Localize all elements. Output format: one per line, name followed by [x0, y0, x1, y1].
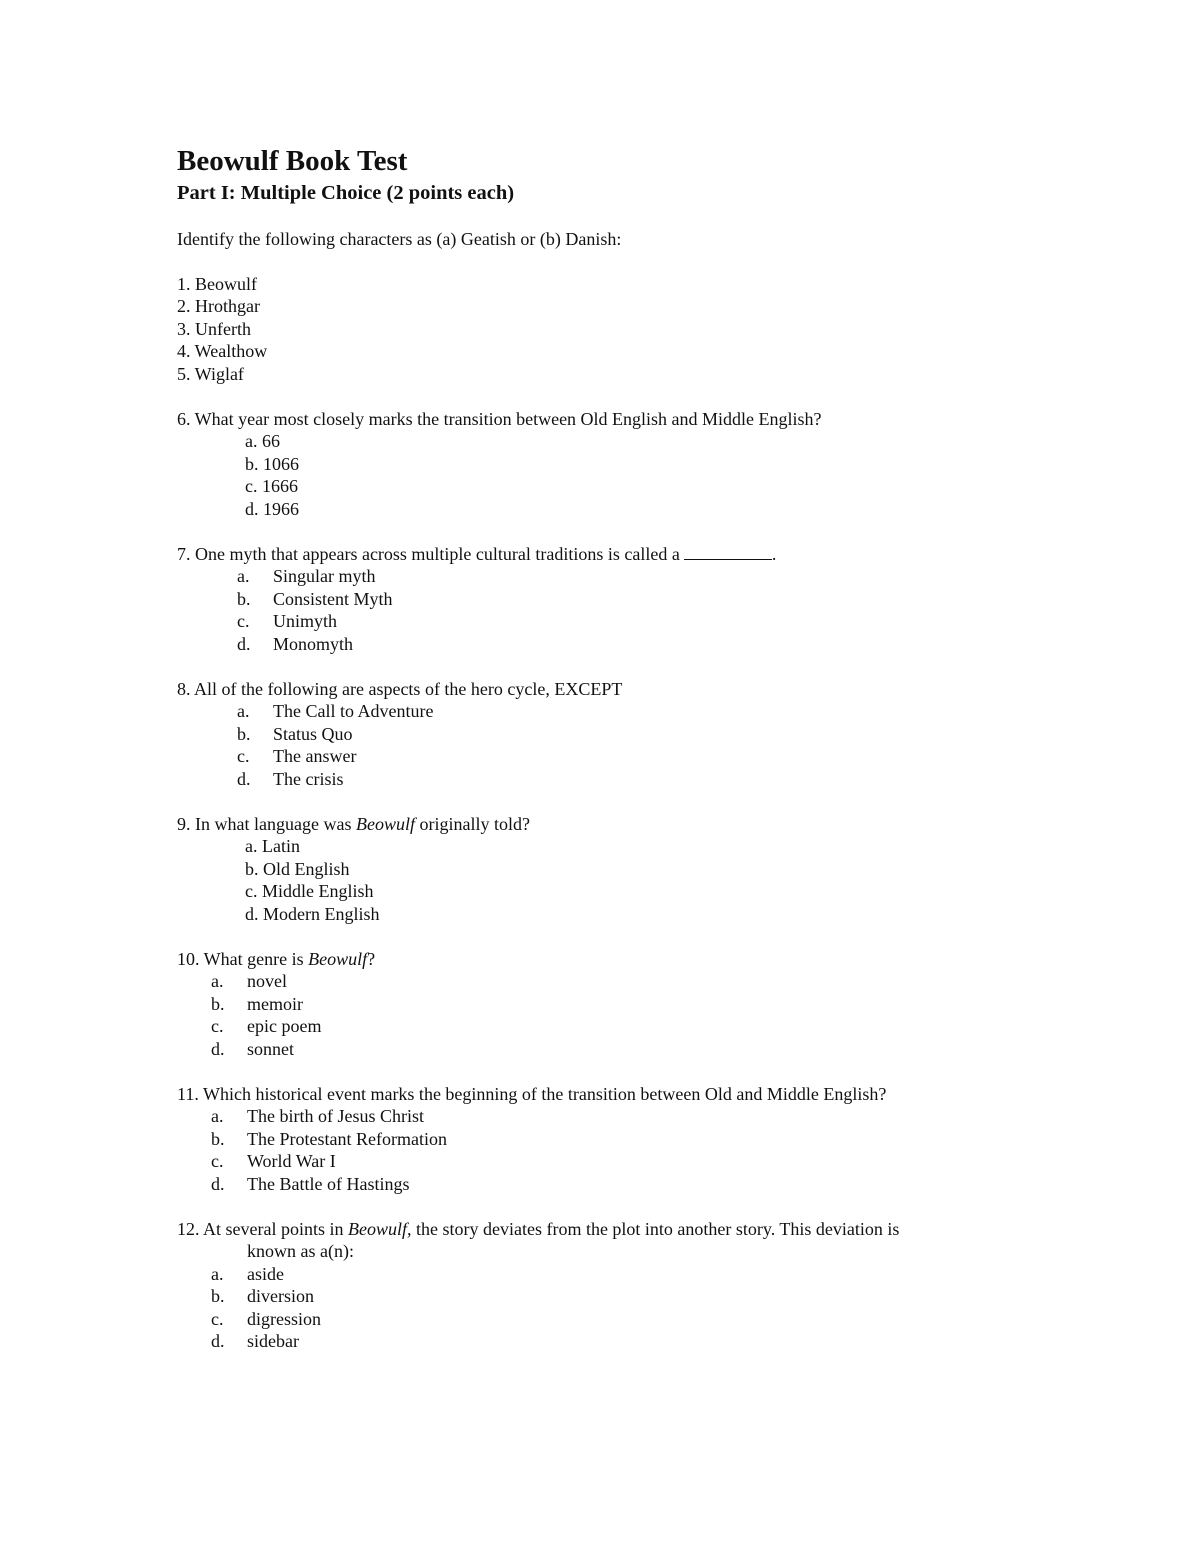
answer-option: c. 1666: [245, 476, 298, 496]
answer-option: a. The birth of Jesus Christ: [211, 1106, 424, 1126]
answer-option: d. Monomyth: [237, 633, 354, 654]
question-12: [177, 1218, 1037, 1353]
answer-option: a. novel: [211, 971, 287, 991]
question-text: 9. In what language was Beowulf originally told?: [177, 813, 530, 834]
answer-option: b. memoir: [211, 993, 303, 1014]
question-11: [177, 1083, 1037, 1196]
answer-option: b. 1066: [245, 453, 299, 474]
answer-option: d. The crisis: [237, 768, 344, 789]
answer-option: b. The Protestant Reformation: [211, 1128, 447, 1149]
list-item: 4. Wealthow: [177, 341, 268, 361]
test-content: [177, 142, 1037, 1353]
part-heading: Part I: Multiple Choice (2 points each): [177, 182, 515, 204]
answer-option: a. The Call to Adventure: [237, 701, 434, 721]
answer-option: d. sidebar: [211, 1331, 299, 1351]
answer-option: c. digression: [211, 1308, 321, 1329]
question-7: [177, 543, 1037, 656]
book-title: Beowulf,: [347, 1218, 412, 1239]
question-text-main: 7. One myth that appears across multiple cultural traditions is called a: [177, 543, 680, 564]
answer-option: b. Old English: [245, 858, 350, 879]
question-6: [177, 408, 1037, 521]
list-item: 5. Wiglaf: [177, 363, 244, 384]
answer-option: c. Middle English: [245, 881, 374, 901]
answer-option: d. The Battle of Hastings: [211, 1173, 410, 1194]
fill-in-blank: [684, 545, 772, 560]
answer-option: a. 66: [245, 431, 280, 451]
list-item: 3. Unferth: [177, 318, 251, 339]
question-text: 8. All of the following are aspects of the hero cycle, EXCEPT: [177, 678, 623, 699]
answer-option: c. The answer: [237, 746, 357, 766]
question-8: [177, 678, 1037, 791]
answer-option: d. 1966: [245, 498, 299, 519]
answer-option: b. diversion: [211, 1286, 314, 1306]
question-text: 12. At several points in Beowulf, the story deviates from the plot into another story. This deviation is: [177, 1218, 900, 1239]
answer-option: c. Unimyth: [237, 611, 338, 631]
answer-option: a. Singular myth: [237, 566, 376, 586]
question-text: [177, 543, 1037, 566]
answer-option: d. sonnet: [211, 1038, 294, 1059]
answer-option: c. World War I: [211, 1151, 336, 1171]
question-10: [177, 948, 1037, 1061]
question-9: [177, 813, 1037, 926]
book-title: Beowulf: [308, 948, 368, 969]
character-list: [177, 273, 1037, 386]
answer-option: d. Modern English: [245, 903, 380, 924]
answer-option: a. aside: [211, 1263, 284, 1284]
answer-option: b. Consistent Myth: [237, 588, 393, 609]
question-text-suffix: .: [771, 543, 777, 564]
answer-option: a. Latin: [245, 836, 300, 856]
page-title: Beowulf Book Test: [177, 145, 408, 177]
question-text: 11. Which historical event marks the beginning of the transition between Old and Middle English?: [177, 1083, 887, 1104]
question-text: 10. What genre is Beowulf?: [177, 948, 376, 969]
question-text: 6. What year most closely marks the transition between Old English and Middle English?: [177, 408, 822, 429]
book-title: Beowulf: [355, 813, 415, 834]
instructions: Identify the following characters as (a) Geatish or (b) Danish:: [177, 229, 622, 249]
answer-option: c. epic poem: [211, 1016, 322, 1036]
answer-option: b. Status Quo: [237, 723, 353, 744]
list-item: 1. Beowulf: [177, 273, 257, 294]
question-text-continuation: known as a(n):: [247, 1241, 354, 1261]
list-item: 2. Hrothgar: [177, 296, 260, 316]
